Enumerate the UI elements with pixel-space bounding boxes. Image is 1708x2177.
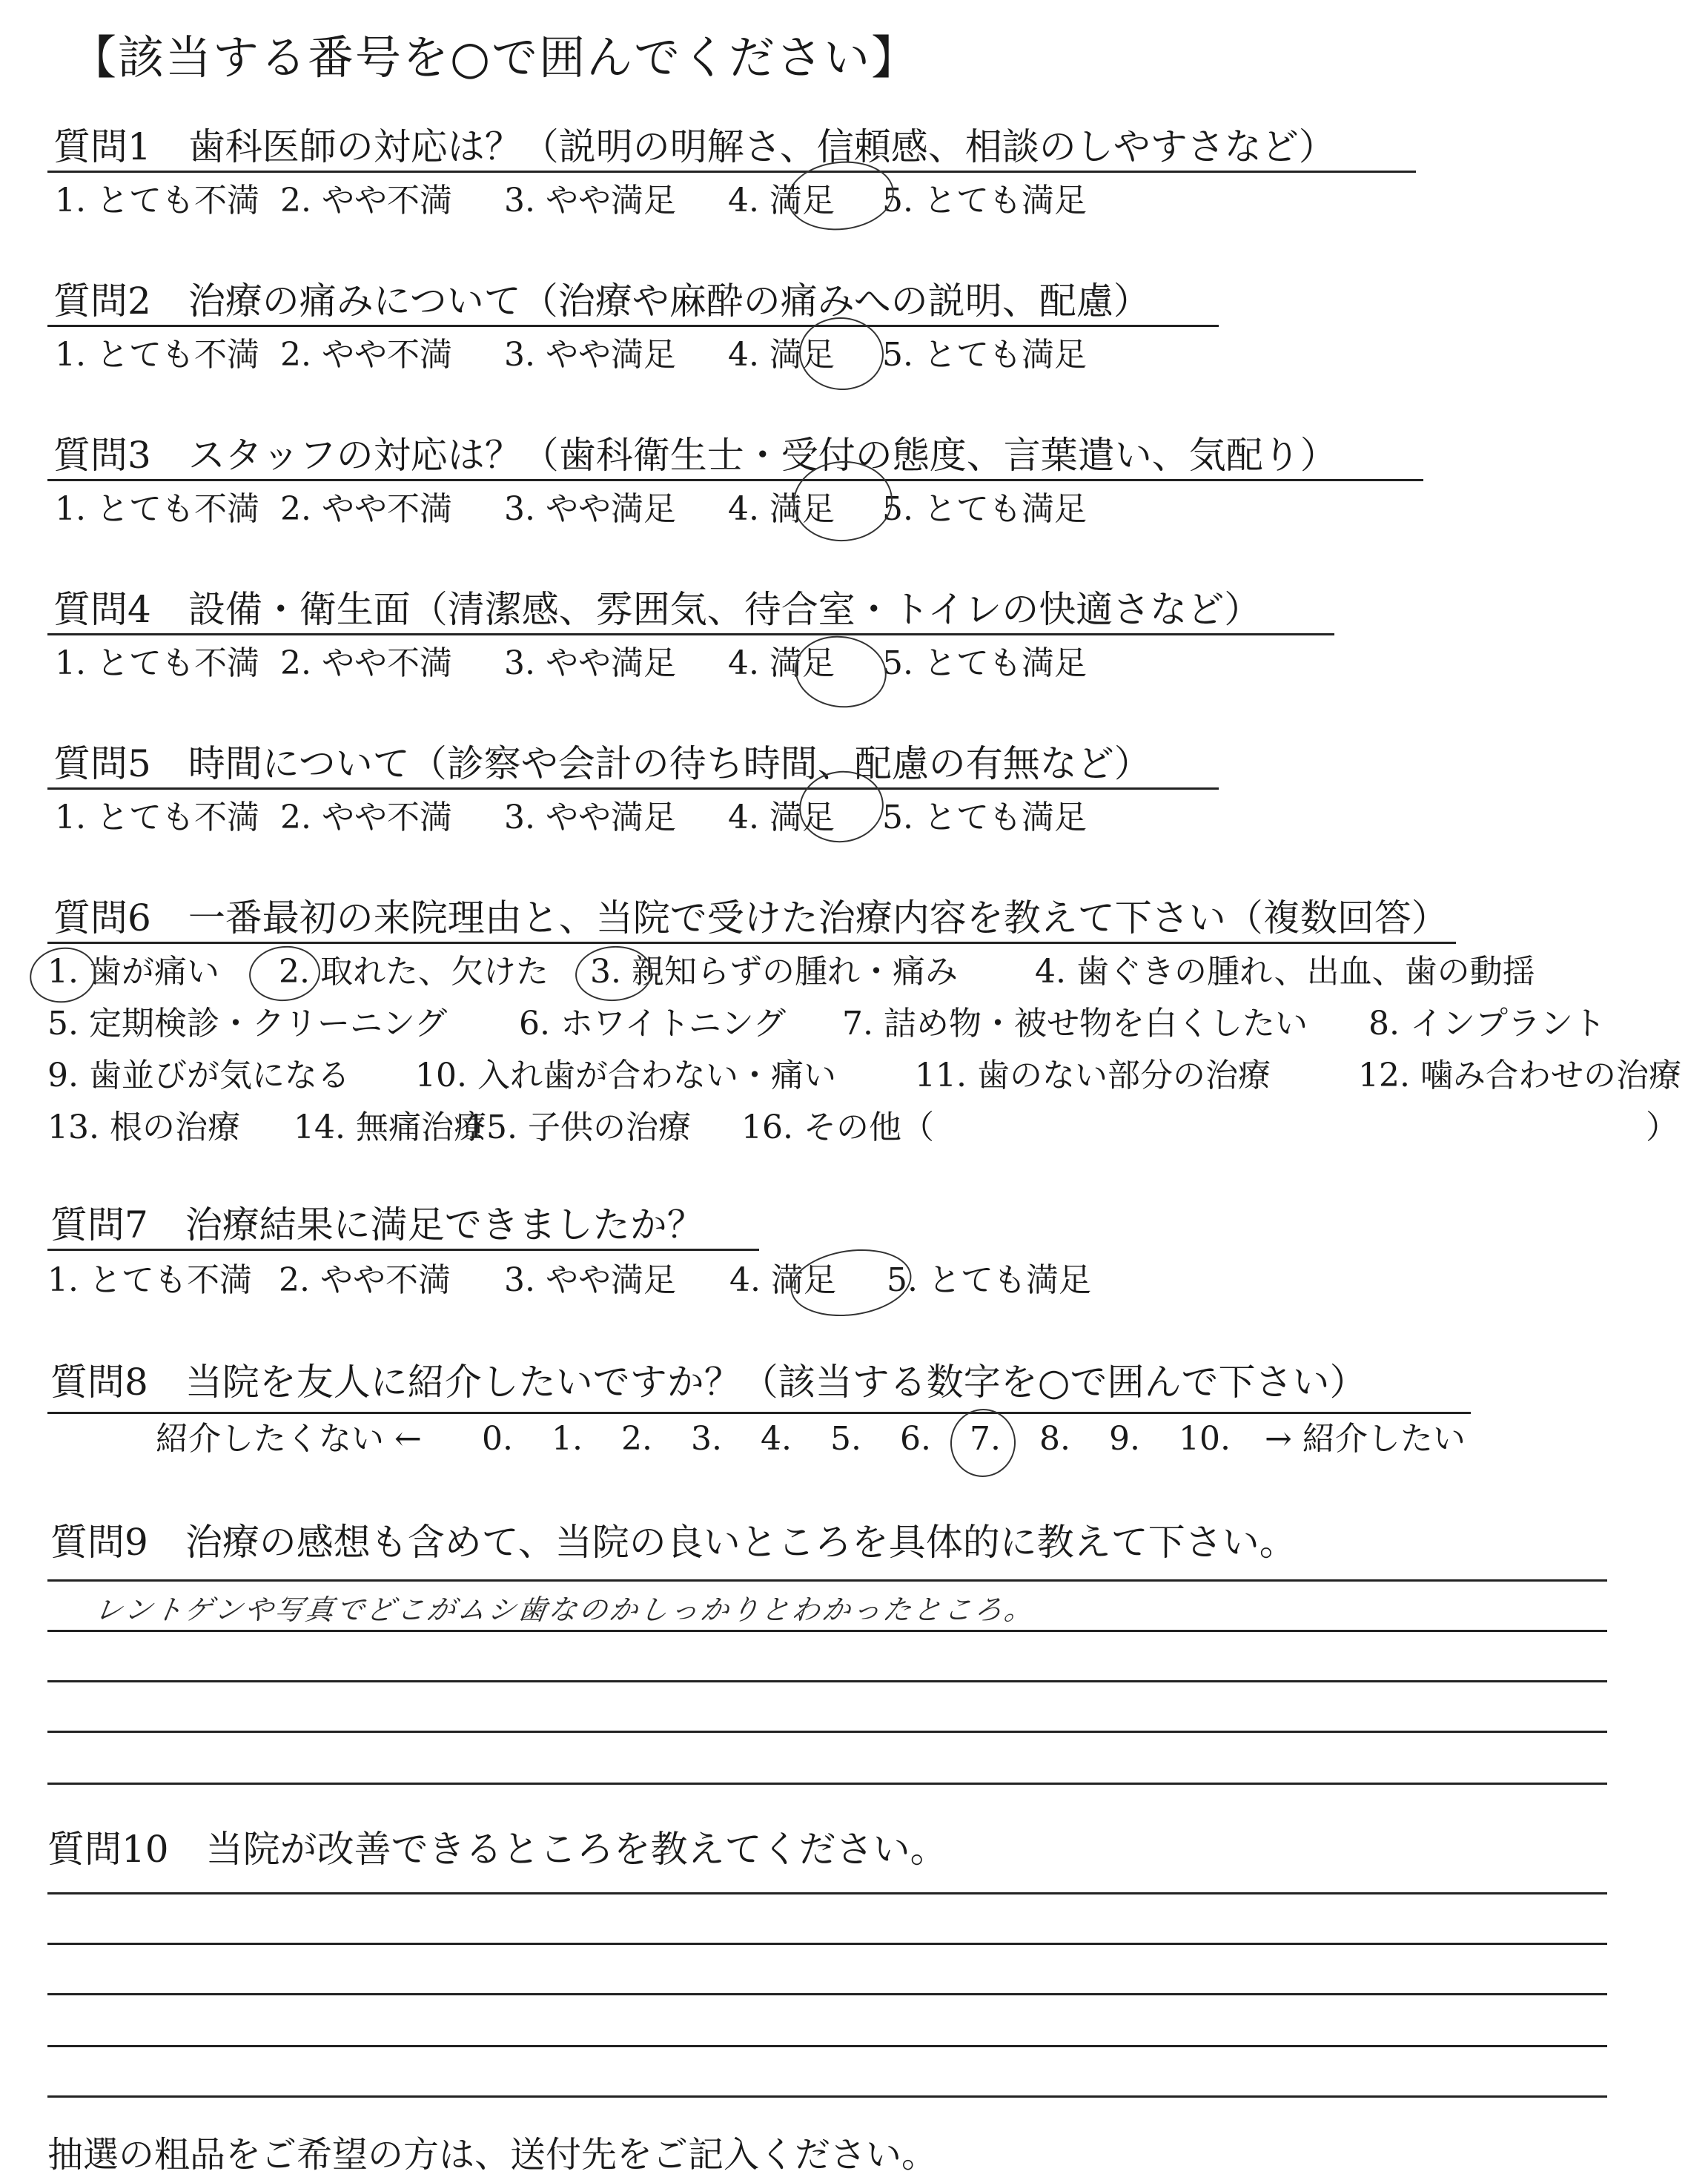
q8-number-6[interactable]: 6. (900, 1420, 931, 1458)
q10-text: 当院が改善できるところを教えてください。 (205, 1828, 947, 1871)
q2-text: 治療の痛みについて（治療や麻酔の痛みへの説明、配慮） (188, 280, 1151, 323)
q5-underline (47, 787, 1219, 790)
q6-option-15[interactable]: 15. 子供の治療 (466, 1109, 691, 1146)
q9-write-line-2 (47, 1630, 1607, 1632)
q8-number-9[interactable]: 9. (1109, 1420, 1140, 1458)
q6-row-2 (47, 1004, 1606, 1044)
q6-row-3 (47, 1056, 1681, 1096)
q9-answer-handwriting: レントゲンや写真でどこがムシ歯なのかしっかりとわかったところ。 (92, 1593, 1038, 1626)
q5-options (55, 798, 1087, 838)
q8-scale (156, 1419, 1466, 1459)
q10-label: 質問10 (47, 1828, 169, 1871)
q7-option-1[interactable]: 1. とても不満 (47, 1261, 252, 1299)
q1-label: 質問1 (53, 125, 151, 168)
q3-options (55, 489, 1087, 529)
q1-option-2[interactable]: 2. やや不満 (280, 182, 452, 219)
q8-number-7[interactable]: 7. (970, 1420, 1001, 1458)
q2-option-2[interactable]: 2. やや不満 (280, 336, 452, 374)
q6-text: 一番最初の来院理由と、当院で受けた治療内容を教えて下さい（複数回答） (188, 896, 1449, 939)
q4-option-2[interactable]: 2. やや不満 (280, 644, 452, 682)
q5-text: 時間について（診察や会計の待ち時間、配慮の有無など） (188, 742, 1151, 785)
q10-write-line-3 (47, 1993, 1607, 1995)
q1-option-1[interactable]: 1. とても不満 (55, 182, 259, 219)
q6-option-2[interactable]: 2. 取れた、欠けた (279, 953, 549, 991)
q4-label: 質問4 (53, 588, 151, 631)
q3-option-5[interactable]: 5. とても満足 (882, 490, 1087, 528)
q2-option-3[interactable]: 3. やや満足 (504, 336, 676, 374)
q7-option-3[interactable]: 3. やや満足 (504, 1261, 676, 1299)
q6-row-1 (47, 952, 1535, 992)
q6-option-16[interactable]: 16. その他（ (741, 1109, 934, 1146)
q9-text: 治療の感想も含めて、当院の良いところを具体的に教えて下さい。 (185, 1521, 1297, 1564)
q6-option-9[interactable]: 9. 歯並びが気になる (47, 1057, 350, 1094)
q6-row-4 (47, 1108, 1678, 1148)
q3-text: スタッフの対応は？（歯科衛生士・受付の態度、言葉遣い、気配り） (188, 434, 1337, 477)
q1-option-5[interactable]: 5. とても満足 (882, 182, 1087, 219)
q8-number-0[interactable]: 0. (482, 1420, 513, 1458)
q9-write-line-4 (47, 1731, 1607, 1733)
q2-underline (47, 325, 1219, 327)
q8-number-8[interactable]: 8. (1039, 1420, 1070, 1458)
q7-options (47, 1261, 1091, 1301)
q7-underline (47, 1249, 759, 1251)
q8-number-5[interactable]: 5. (830, 1420, 861, 1458)
q7-text: 治療結果に満足できましたか？ (185, 1203, 704, 1246)
q2-option-1[interactable]: 1. とても不満 (55, 336, 259, 374)
q6-option-11[interactable]: 11. 歯のない部分の治療 (915, 1057, 1271, 1094)
page-title: 【該当する番号を○で囲んでください】 (70, 30, 919, 85)
q6-option-12[interactable]: 12. 噛み合わせの治療 (1358, 1057, 1681, 1094)
q4-text: 設備・衛生面（清潔感、雰囲気、待合室・トイレの快適さなど） (188, 588, 1262, 631)
q1-text: 歯科医師の対応は？（説明の明解さ、信頼感、相談のしやすさなど） (188, 125, 1336, 168)
q2-label: 質問2 (53, 280, 151, 323)
q2-options (55, 335, 1087, 375)
q9-write-line-3 (47, 1680, 1607, 1682)
q3-option-3[interactable]: 3. やや満足 (504, 490, 676, 528)
q8-number-2[interactable]: 2. (621, 1420, 652, 1458)
q1-underline (47, 171, 1416, 173)
q8-left-label: 紹介したくない ← (156, 1420, 422, 1458)
q1-options (55, 181, 1087, 221)
q6-option-13[interactable]: 13. 根の治療 (47, 1109, 240, 1146)
q6-option-1[interactable]: 1. 歯が痛い (47, 953, 219, 991)
q4-option-5[interactable]: 5. とても満足 (882, 644, 1087, 682)
q3-heading (53, 433, 1337, 478)
q6-option-14[interactable]: 14. 無痛治療 (294, 1109, 486, 1146)
q6-option-5[interactable]: 5. 定期検診・クリーニング (47, 1005, 448, 1043)
q3-underline (47, 479, 1423, 481)
q6-option-16-close: ） (1646, 1109, 1678, 1146)
q8-number-1[interactable]: 1. (552, 1420, 583, 1458)
q4-option-1[interactable]: 1. とても不満 (55, 644, 259, 682)
q7-heading (50, 1203, 704, 1247)
q10-write-line-1 (47, 1892, 1607, 1894)
q3-option-4[interactable]: 4. 満足 (728, 490, 835, 528)
q6-option-3[interactable]: 3. 親知らずの腫れ・痛み (590, 953, 958, 991)
q2-option-4[interactable]: 4. 満足 (728, 336, 835, 374)
q10-write-line-4 (47, 2045, 1607, 2047)
q8-text: 当院を友人に紹介したいですか？（該当する数字を○で囲んで下さい） (185, 1361, 1367, 1404)
q1-option-3[interactable]: 3. やや満足 (504, 182, 676, 219)
q5-option-3[interactable]: 3. やや満足 (504, 799, 676, 836)
q8-right-label: → 紹介したい (1265, 1420, 1466, 1458)
q6-label: 質問6 (53, 896, 151, 939)
q7-label: 質問7 (50, 1203, 148, 1246)
q5-option-1[interactable]: 1. とても不満 (55, 799, 259, 836)
q2-option-5[interactable]: 5. とても満足 (882, 336, 1087, 374)
q4-heading (53, 587, 1261, 632)
q2-heading (53, 279, 1151, 323)
q6-option-7[interactable]: 7. 詰め物・被せ物を白くしたい (842, 1005, 1308, 1043)
q10-heading (47, 1827, 947, 1872)
q5-heading (53, 741, 1151, 786)
q9-heading (50, 1520, 1297, 1565)
q9-write-line-1 (47, 1579, 1607, 1582)
q8-underline (47, 1412, 1471, 1414)
q4-option-3[interactable]: 3. やや満足 (504, 644, 676, 682)
q6-option-4[interactable]: 4. 歯ぐきの腫れ、出血、歯の動揺 (1035, 953, 1535, 991)
q9-write-line-5 (47, 1783, 1607, 1785)
footer-text: 抽選の粗品をご希望の方は、送付先をご記入ください。 (47, 2134, 938, 2176)
q5-option-5[interactable]: 5. とても満足 (882, 799, 1087, 836)
q10-write-line-2 (47, 1943, 1607, 1945)
q8-heading (50, 1360, 1366, 1404)
q5-option-4[interactable]: 4. 満足 (728, 799, 835, 836)
q4-options (55, 644, 1087, 684)
q1-heading (53, 125, 1336, 169)
q6-option-6[interactable]: 6. ホワイトニング (519, 1005, 787, 1043)
q8-number-10[interactable]: 10. (1179, 1420, 1231, 1458)
q6-underline (47, 942, 1456, 944)
q4-underline (47, 633, 1334, 635)
q5-option-2[interactable]: 2. やや不満 (280, 799, 452, 836)
q7-option-4[interactable]: 4. 満足 (729, 1261, 836, 1299)
q8-number-3[interactable]: 3. (691, 1420, 722, 1458)
q6-heading (53, 896, 1449, 940)
q1-option-4[interactable]: 4. 満足 (728, 182, 835, 219)
q8-label: 質問8 (50, 1361, 148, 1404)
q4-option-4[interactable]: 4. 満足 (728, 644, 835, 682)
q6-option-8[interactable]: 8. インプラント (1368, 1005, 1606, 1043)
q6-option-10[interactable]: 10. 入れ歯が合わない・痛い (415, 1057, 836, 1094)
q8-number-4[interactable]: 4. (761, 1420, 792, 1458)
q7-option-5[interactable]: 5. とても満足 (887, 1261, 1091, 1299)
q3-label: 質問3 (53, 434, 151, 477)
q7-option-2[interactable]: 2. やや不満 (279, 1261, 451, 1299)
q3-option-1[interactable]: 1. とても不満 (55, 490, 259, 528)
q5-label: 質問5 (53, 742, 151, 785)
q3-option-2[interactable]: 2. やや不満 (280, 490, 452, 528)
q9-label: 質問9 (50, 1521, 148, 1564)
q10-write-line-5 (47, 2095, 1607, 2098)
